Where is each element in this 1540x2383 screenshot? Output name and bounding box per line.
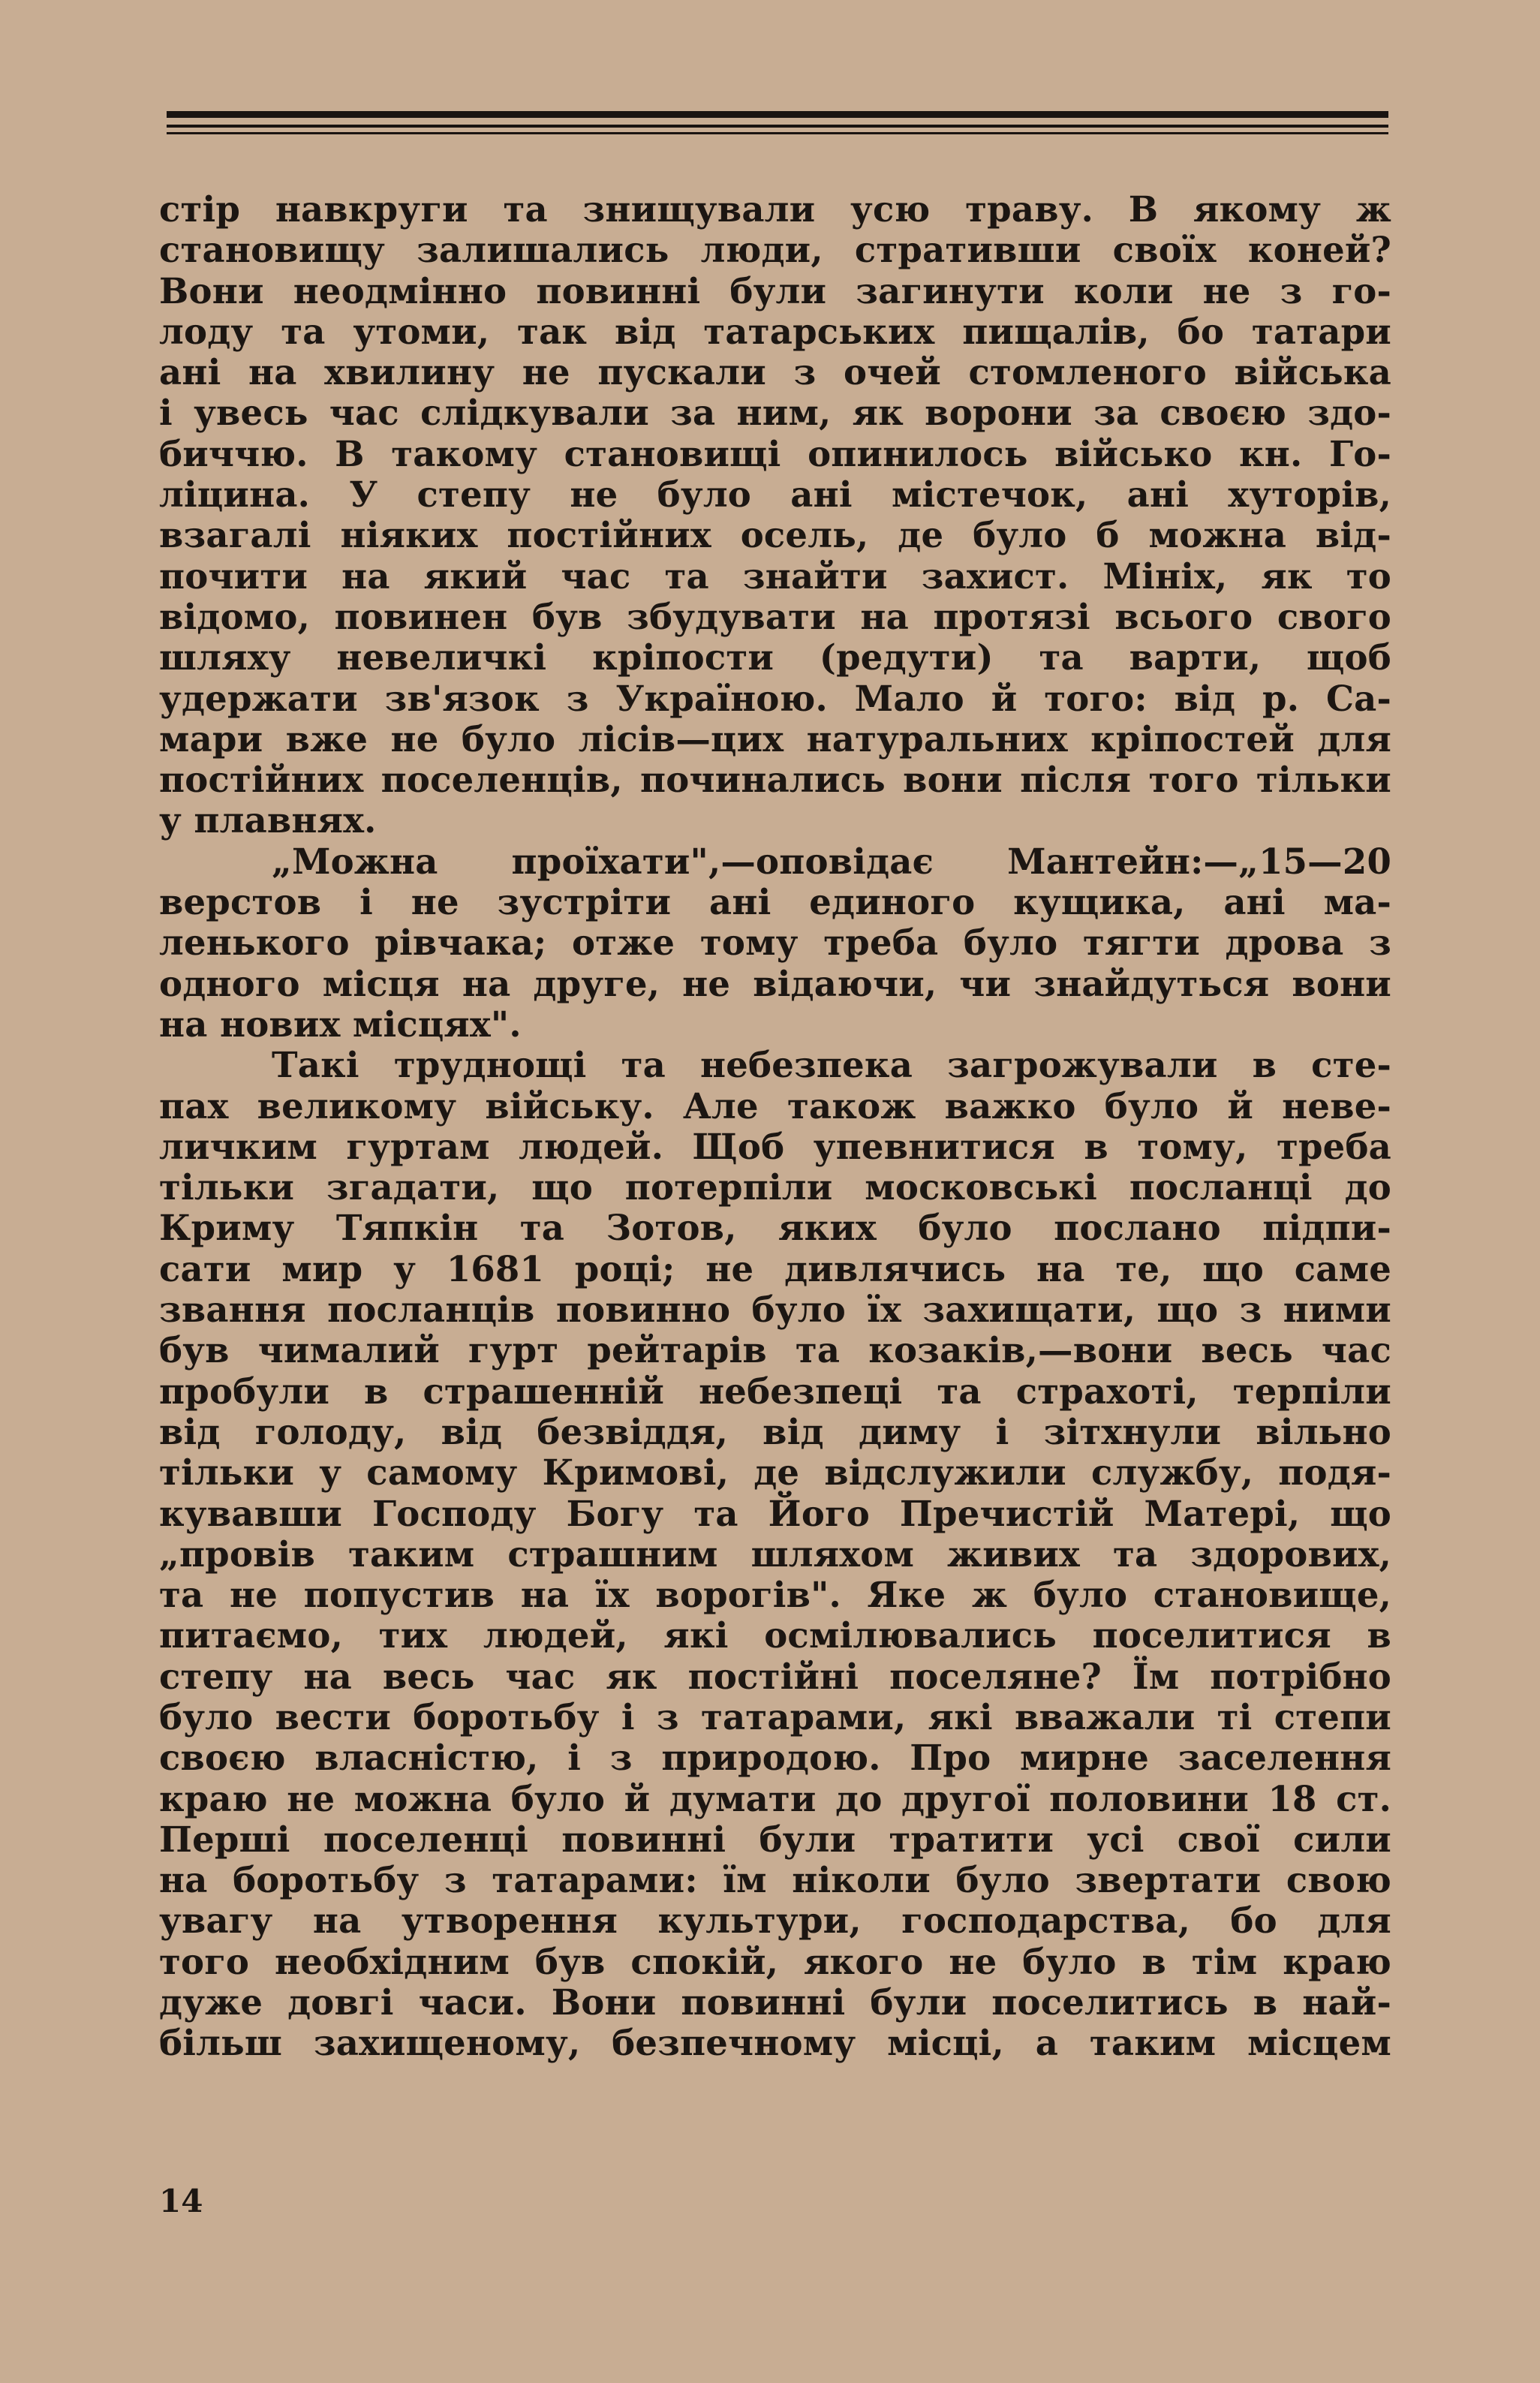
text-line: пробули в страшенній небезпеці та страхоті, терпіли [159,1370,1391,1412]
text-line: був чималий гурт рейтарів та козаків,—вони весь час [159,1329,1391,1371]
text-line: Криму Тяпкін та Зотов, яких було послано підпи- [159,1207,1391,1249]
text-line: стір навкруги та знищували усю траву. В якому ж [159,188,1391,230]
text-line: своєю власністю, і з природою. Про мирне заселення [159,1737,1391,1779]
text-line: „Можна проїхати",—оповідає Мантейн:—„15—20 [272,840,1391,882]
text-line: у плавнях. [159,799,377,841]
text-line: пах великому війську. Але також важко було й неве- [159,1085,1391,1127]
text-line: биччю. В такому становищі опинилось військо кн. Го- [159,432,1391,474]
text-line: кувавши Господу Богу та Його Пречистій Матері, що [159,1492,1391,1534]
text-line: степу на весь час як постійні поселяне? Їм потрібно [159,1655,1391,1697]
text-line: відомо, повинен був збудувати на протязі всього свого [159,595,1391,637]
page-number: 14 [159,2183,203,2219]
header-rule-thin [167,132,1388,134]
text-line: тільки згадати, що потерпіли московські посланці до [159,1166,1391,1208]
text-line: мари вже не було лісів—цих натуральних кріпостей для [159,718,1391,760]
text-line: становищу залишались люди, стративши своїх коней? [159,229,1391,271]
text-line: і увесь час слідкували за ним, як ворони за своєю здо- [159,392,1391,434]
text-line: сати мир у 1681 році; не дивлячись на те, що саме [159,1247,1391,1289]
text-line: личким гуртам людей. Щоб упевнитися в тому, треба [159,1125,1391,1167]
text-line: Вони неодмінно повинні були загинути коли не з го- [159,269,1391,311]
text-line: Перші поселенці повинні були тратити усі свої сили [159,1818,1391,1860]
text-line: від голоду, від безвіддя, від диму і зітхнули вільно [159,1410,1391,1452]
text-line: ленького рівчака; отже тому треба було тягти дрова з [159,922,1391,964]
text-line: взагалі ніяких постійних осель, де було б можна від- [159,514,1391,556]
text-line: шляху невеличкі кріпости (редути) та варти, щоб [159,636,1391,678]
text-line: було вести боротьбу і з татарами, які вважали ті степи [159,1695,1391,1738]
text-line: того необхідним був спокій, якого не було в тім краю [159,1940,1391,1982]
header-rule-thick [167,111,1388,118]
text-line: „провів таким страшним шляхом живих та здорових, [159,1533,1391,1575]
text-line: питаємо, тих людей, які осмілювались поселитися в [159,1614,1391,1656]
text-line: ліцина. У степу не було ані містечок, ані хуторів, [159,474,1391,516]
text-line: одного місця на друге, не відаючи, чи знайдуться вони [159,962,1391,1004]
text-line: постійних поселенців, починались вони після того тільки [159,759,1391,801]
text-line: на боротьбу з татарами: їм ніколи було звертати свою [159,1859,1391,1901]
body-text [159,189,1391,2064]
text-line: звання посланців повинно було їх захищати, що з ними [159,1289,1391,1331]
text-line: та не попустив на їх ворогів". Яке ж було становище, [159,1574,1391,1616]
text-line: краю не можна було й думати до другої половини 18 ст. [159,1777,1391,1819]
text-line: верстов і не зустріти ані единого кущика, ані ма- [159,881,1391,923]
text-line: ані на хвилину не пускали з очей стомленого війська [159,351,1391,393]
text-line: на нових місцях". [159,1003,522,1045]
text-line: дуже довгі часи. Вони повинні були поселитись в най- [159,1981,1391,2023]
text-line: Такі труднощі та небезпека загрожували в сте- [272,1044,1391,1086]
text-line: увагу на утворення культури, господарства, бо для [159,1900,1391,1942]
header-rule-middle [167,125,1388,128]
text-line: тільки у самому Кримові, де відслужили службу, подя- [159,1452,1391,1494]
text-line: більш захищеному, безпечному місці, а таким місцем [159,2022,1391,2064]
text-line: удержати зв'язок з Україною. Мало й того: від р. Са- [159,677,1391,719]
text-line: лоду та утоми, так від татарських пищалів, бо татари [159,310,1391,352]
text-line: почити на який час та знайти захист. Мініх, як то [159,555,1391,597]
